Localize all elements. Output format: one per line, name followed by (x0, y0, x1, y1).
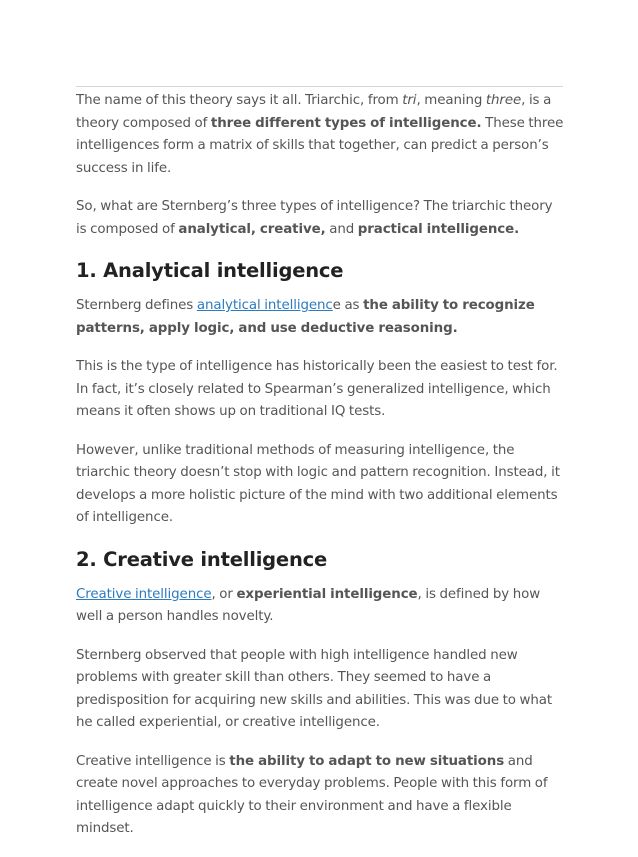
text: These three intelligences form a matrix of skills that together, can predict a person’s success in life. (76, 115, 564, 176)
analytical-paragraph-3: However, unlike traditional methods of measuring intelligence, the triarchic theory doesn’t stop with logic and pattern recognition. Instead, it develops a more holistic picture of the mind with two additional elements of intelligence. (76, 442, 560, 525)
text: Sternberg defines (76, 298, 197, 313)
creative-paragraph-2: Sternberg observed that people with high intelligence handled new problems with greater skill than others. They seemed to have a predisposition for acquiring new skills and abilities. This was due to what he called experiential, or creative intelligence. (76, 647, 553, 730)
analytical-intelligence-link[interactable]: analytical intelligenc (196, 298, 333, 313)
emphasis: three (485, 93, 522, 108)
emphasis: tri (402, 93, 417, 108)
text: , meaning (416, 93, 486, 108)
text: and (325, 221, 358, 237)
text: , or (211, 586, 237, 602)
bold-text: practical intelligence. (357, 221, 520, 237)
bold-text: the ability to recognize patterns, apply logic, and use deductive reasoning. (76, 298, 535, 336)
bold-text: experiential intelligence (236, 586, 418, 602)
creative-intelligence-link[interactable]: Creative intelligence (76, 586, 212, 602)
creative-paragraph-1 (76, 584, 566, 629)
text: , is a theory composed of (76, 93, 552, 131)
analytical-paragraph-1 (76, 295, 566, 340)
section-heading-creative: 2. Creative intelligence (76, 547, 328, 571)
text: So, what are Sternberg’s three types of intelligence? The triarchic theory is composed of (76, 199, 553, 237)
intro-paragraph-2 (76, 196, 566, 241)
analytical-paragraph-2: This is the type of intelligence has historically been the easiest to test for. In fact, it’s closely related to Spearman’s generalized intelligence, which means it often shows up on traditional IQ tests. (76, 359, 558, 419)
text: and create novel approaches to everyday problems. People with this form of intelligence adapt quickly to their environment and have a flexible mindset. (76, 753, 548, 836)
text: e as (332, 298, 364, 313)
section-heading-analytical: 1. Analytical intelligence (76, 259, 344, 282)
top-divider (76, 86, 563, 87)
creative-paragraph-3 (76, 751, 566, 841)
text: , is defined by how well a person handles novelty. (76, 586, 541, 624)
bold-text: three different types of intelligence. (210, 115, 482, 131)
bold-text: the ability to adapt to new situations (229, 753, 505, 769)
intro-paragraph-1 (76, 90, 566, 180)
text: The name of this theory says it all. Triarchic, from (76, 93, 403, 108)
text: Creative intelligence is (76, 753, 230, 769)
bold-text: analytical, creative, (178, 221, 326, 237)
article-body (76, 90, 566, 857)
